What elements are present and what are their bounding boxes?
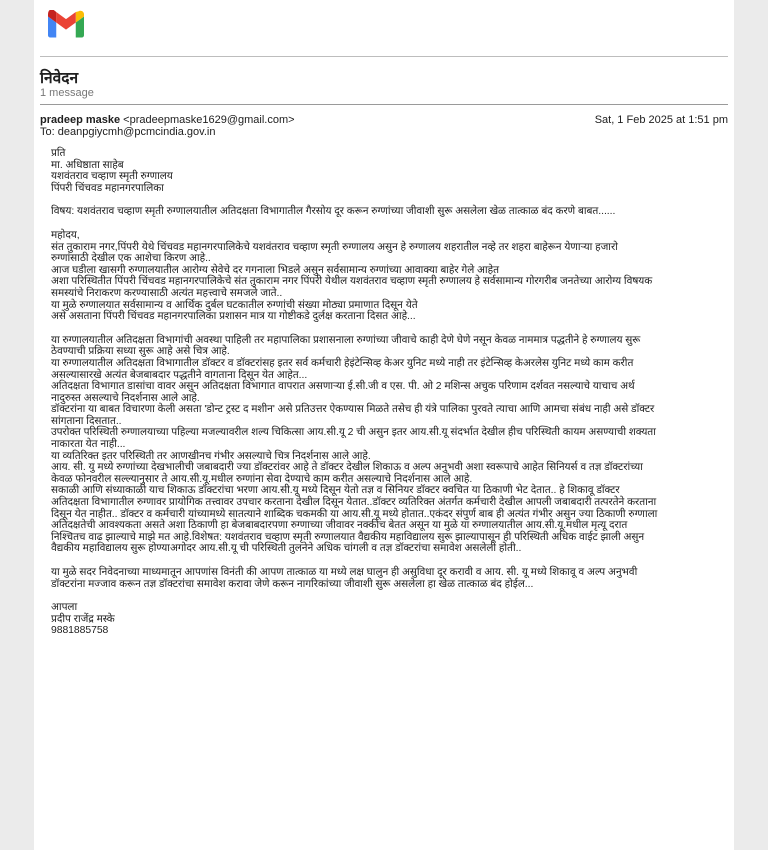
recipient-email[interactable]: deanpgiycmh@pcmcindia.gov.in [57, 126, 216, 138]
body-line: वैद्यकीय महाविद्यालय सुरू होण्याअगोदर आय.सी.यू ची परिस्थिती तुलनेने अधिक चांगली व तज्ञ डॉक्टरांचा समावेश असलेली होती.. [51, 543, 522, 555]
body-line: ठेवण्याची प्रक्रिया सध्या सुरू आहे असे चित्र आहे. [51, 346, 230, 358]
sender-name[interactable]: pradeep maske [40, 114, 121, 126]
body-line: या रुग्णालयातील अतिदक्षता विभागातील डॉक्टर व डॉक्टरांसह इतर सर्व कर्मचारी हेइंटेन्सिव्ह केअर युनिट मध्ये नाही तर इंटेन्सिव्ह केअरलेस युनिट मध्ये काम करीत [51, 357, 634, 369]
body-line: यशवंतराव चव्हाण स्मृती रुग्णालय [51, 171, 173, 183]
body-line: या मुळे रुग्णालयात सर्वसामान्य व आर्थिक दुर्बल घटकातील रुग्णांची संख्या मोठ्या प्रमाणात दिसून येते [51, 299, 418, 311]
body-line: नाकारता येत नाही... [51, 439, 126, 451]
body-line: रुग्णांसाठी देखील एक आशेचा किरण आहे.. [51, 253, 211, 265]
body-line: सांगताना दिसतात.. [51, 415, 122, 427]
header-divider [40, 56, 728, 57]
sender-email[interactable]: <pradeepmaske1629@gmail.com> [123, 114, 295, 126]
signature-block [51, 602, 716, 637]
body-line: असल्यासारखे अत्यंत बेजबाबदार पद्धतीने वागताना दिसून येत आहेत... [51, 369, 308, 381]
body-line: सकाळी आणि संध्याकाळी याच शिकाऊ डॉक्टरांचा भरणा आय.सी.यू मध्ये दिसून येतो तज्ञ व सिनियर डॉक्टर क्वचित या ठिकाणी भेट देतात.. हे शिकावू डॉक्टर [51, 485, 620, 497]
body-line: अतिदक्षता विभागातील रुग्णावर प्रायोगिक तत्त्वावर उपचार करताना देखील दिसून येतात..डॉक्टर व्यतिरिक्त अंतर्गत कर्मचारी देखील आपली जबाबदारी तत्परतेने करताना [51, 497, 657, 509]
body-line: नादुरुस्त असल्याचे निदर्शनास आले आहे. [51, 392, 200, 404]
to-label: To: [40, 126, 55, 138]
email-body [51, 148, 716, 637]
body-line: प्रदीप राजेंद्र मस्के [51, 613, 115, 625]
body-line: समस्यांचे निराकरण करण्यासाठी अत्यंत महत्त्वाचे समजले जाते.. [51, 287, 283, 299]
body-line: डॉक्टरांना मज्जाव करून तज्ञ डॉक्टरांचा समावेश करावा जेणे करून नागरिकांच्या जीवाशी सुरू असलेला हा खेळ तात्काळ बंद होईल... [51, 578, 534, 590]
message-divider [40, 104, 728, 105]
body-line: अशा परिस्थितीत पिंपरी चिंचवड महानगरपालिकेचे संत तुकाराम नगर पिंपरी येथील यशवंतराव चव्हाण स्मृती रुग्णालय हे सर्वसामान्य गोरगरीब जनतेच्या आरोग्य विषयक [51, 276, 653, 288]
letter-subject: विषय: यशवंतराव चव्हाण स्मृती रुग्णालयातील अतिदक्षता विभागातील गैरसोय दूर करून रुग्णांच्या जीवाशी सुरू असलेला खेळ तात्काळ बंद करणे बाबत...... [51, 206, 616, 218]
body-line: असे असताना पिंपरी चिंचवड महानगरपालिका प्रशासन मात्र या गोष्टीकडे दुर्लक्ष करताना दिसत आहे... [51, 311, 416, 323]
body-line: संत तुकाराम नगर,पिंपरी येथे चिंचवड महानगरपालिकेचे यशवंतराव चव्हाण स्मृती रुग्णालय असुन हे रुग्णालय शहरातील नव्हे तर शहरा बाहेरून येणाऱ्या हजारो [51, 241, 618, 253]
body-line: दिसून येत नाहीत.. डॉक्टर व कर्मचारी यांच्यामध्ये सातत्याने शाब्दिक चकमकी या आय.सी.यू मध्ये होतात..एकंदर संपुर्ण बाब ही अत्यंत गंभीर असुन ज्या ठिकाणी रुग्णाला [51, 508, 658, 520]
body-line: केवळ फोनवरील सल्ल्यानुसार ते आय.सी.यू.मधील रुग्णांना सेवा देण्याचे काम करीत असल्याचे निदर्शनास आले आहे. [51, 473, 473, 485]
paragraph-2 [51, 335, 716, 555]
message-count: 1 message [40, 87, 94, 99]
email-page [34, 0, 734, 850]
body-line: प्रति [51, 148, 66, 159]
paragraph-1 [51, 230, 716, 323]
body-line: आज घडीला खासगी रुग्णालयातील आरोग्य सेवेचे दर गगनाला भिडले असुन सर्वसामान्य रुग्णांच्या आवाक्या बाहेर गेले आहेत [51, 264, 499, 276]
sender-line [40, 114, 295, 126]
body-line: उपरोक्त परिस्थिती रुग्णालयाच्या पहिल्या मजल्यावरील शल्य चिकित्सा आय.सी.यू 2 ची असुन इतर आय.सी.यू संदर्भात देखील हीच परिस्थिती कायम असण्याची शक्यता [51, 427, 656, 439]
body-line: मा. अधिष्ठाता साहेब [51, 159, 124, 171]
body-line: अतिदक्षतेची आवश्यकता असते अशा ठिकाणी हा बेजबाबदारपणा रुग्णाच्या जीवावर नक्कीच बेतत असून या मुळे या रुग्णालयातील आय.सी.यू.मधील मृत्यू दरात [51, 520, 628, 532]
message-date: Sat, 1 Feb 2025 at 1:51 pm [594, 114, 728, 126]
phone-number[interactable]: 9881885758 [51, 625, 109, 637]
letter-address [51, 148, 716, 194]
body-line: अतिदक्षता विभागात डासांचा वावर असुन अतिदक्षता विभागात वापरात असणाऱ्या ई.सी.जी व एस. पी. ओ 2 मशिन्स अचुक परिणाम दर्शवत नसल्याचे याचाच अर्थ [51, 381, 635, 393]
body-line: आय. सी. यु मध्ये रुग्णांच्या देखभालीची जबाबदारी ज्या डॉक्टरांवर आहे ते डॉक्टर देखील शिकाऊ व अल्प अनुभवी अशा स्वरूपाचे आहेत सिनियर्स व तज्ञ डॉक्टरांच्या [51, 462, 643, 474]
body-line: डॉक्टरांना या बाबत विचारणा केली असता 'डोन्ट ट्रस्ट द मशीन' असे प्रतिउत्तर ऐकण्यास मिळते तसेच ही यंत्रे पालिका पुरवते त्याचा आणि आमचा संबंध नाही असे डॉक्टर [51, 404, 655, 416]
email-subject: निवेदन [40, 70, 79, 87]
body-line: निश्चितच वाढ झाल्याचे माझे मत आहे.विशेषत: यशवंतराव चव्हाण स्मृती रुग्णालयात वैद्यकीय महाविद्यालय सुरू झाल्यापासून ही परिस्थिती अधिक वाईट झाली असुन [51, 531, 645, 543]
gmail-logo-icon[interactable] [48, 10, 84, 38]
recipient-line [40, 126, 215, 138]
body-line: पिंपरी चिंचवड महानगरपालिका [51, 182, 164, 194]
paragraph-3 [51, 567, 716, 590]
body-line: या मुळे सदर निवेदनाच्या माध्यमातून आपणांस विनंती की आपण तात्काळ या मध्ये लक्ष घालुन ही असुविधा दूर करावी व आय. सी. यू मध्ये शिकावू व अल्प अनुभवी [51, 567, 638, 578]
body-line: महोदय, [51, 229, 80, 241]
body-line: या व्यतिरिक्त इतर परिस्थिती तर आणखीनच गंभीर असल्याचे चित्र निदर्शनास आले आहे. [51, 450, 371, 462]
body-line: आपला [51, 602, 78, 614]
body-line: या रुग्णालयातील अतिदक्षता विभागांची अवस्था पाहिली तर महापालिका प्रशासनाला रुग्णांच्या जीवाचे काही देणे घेणे नसून केवळ नाममात्र पद्धतीने हे रुग्णालय सुरू [51, 334, 641, 346]
